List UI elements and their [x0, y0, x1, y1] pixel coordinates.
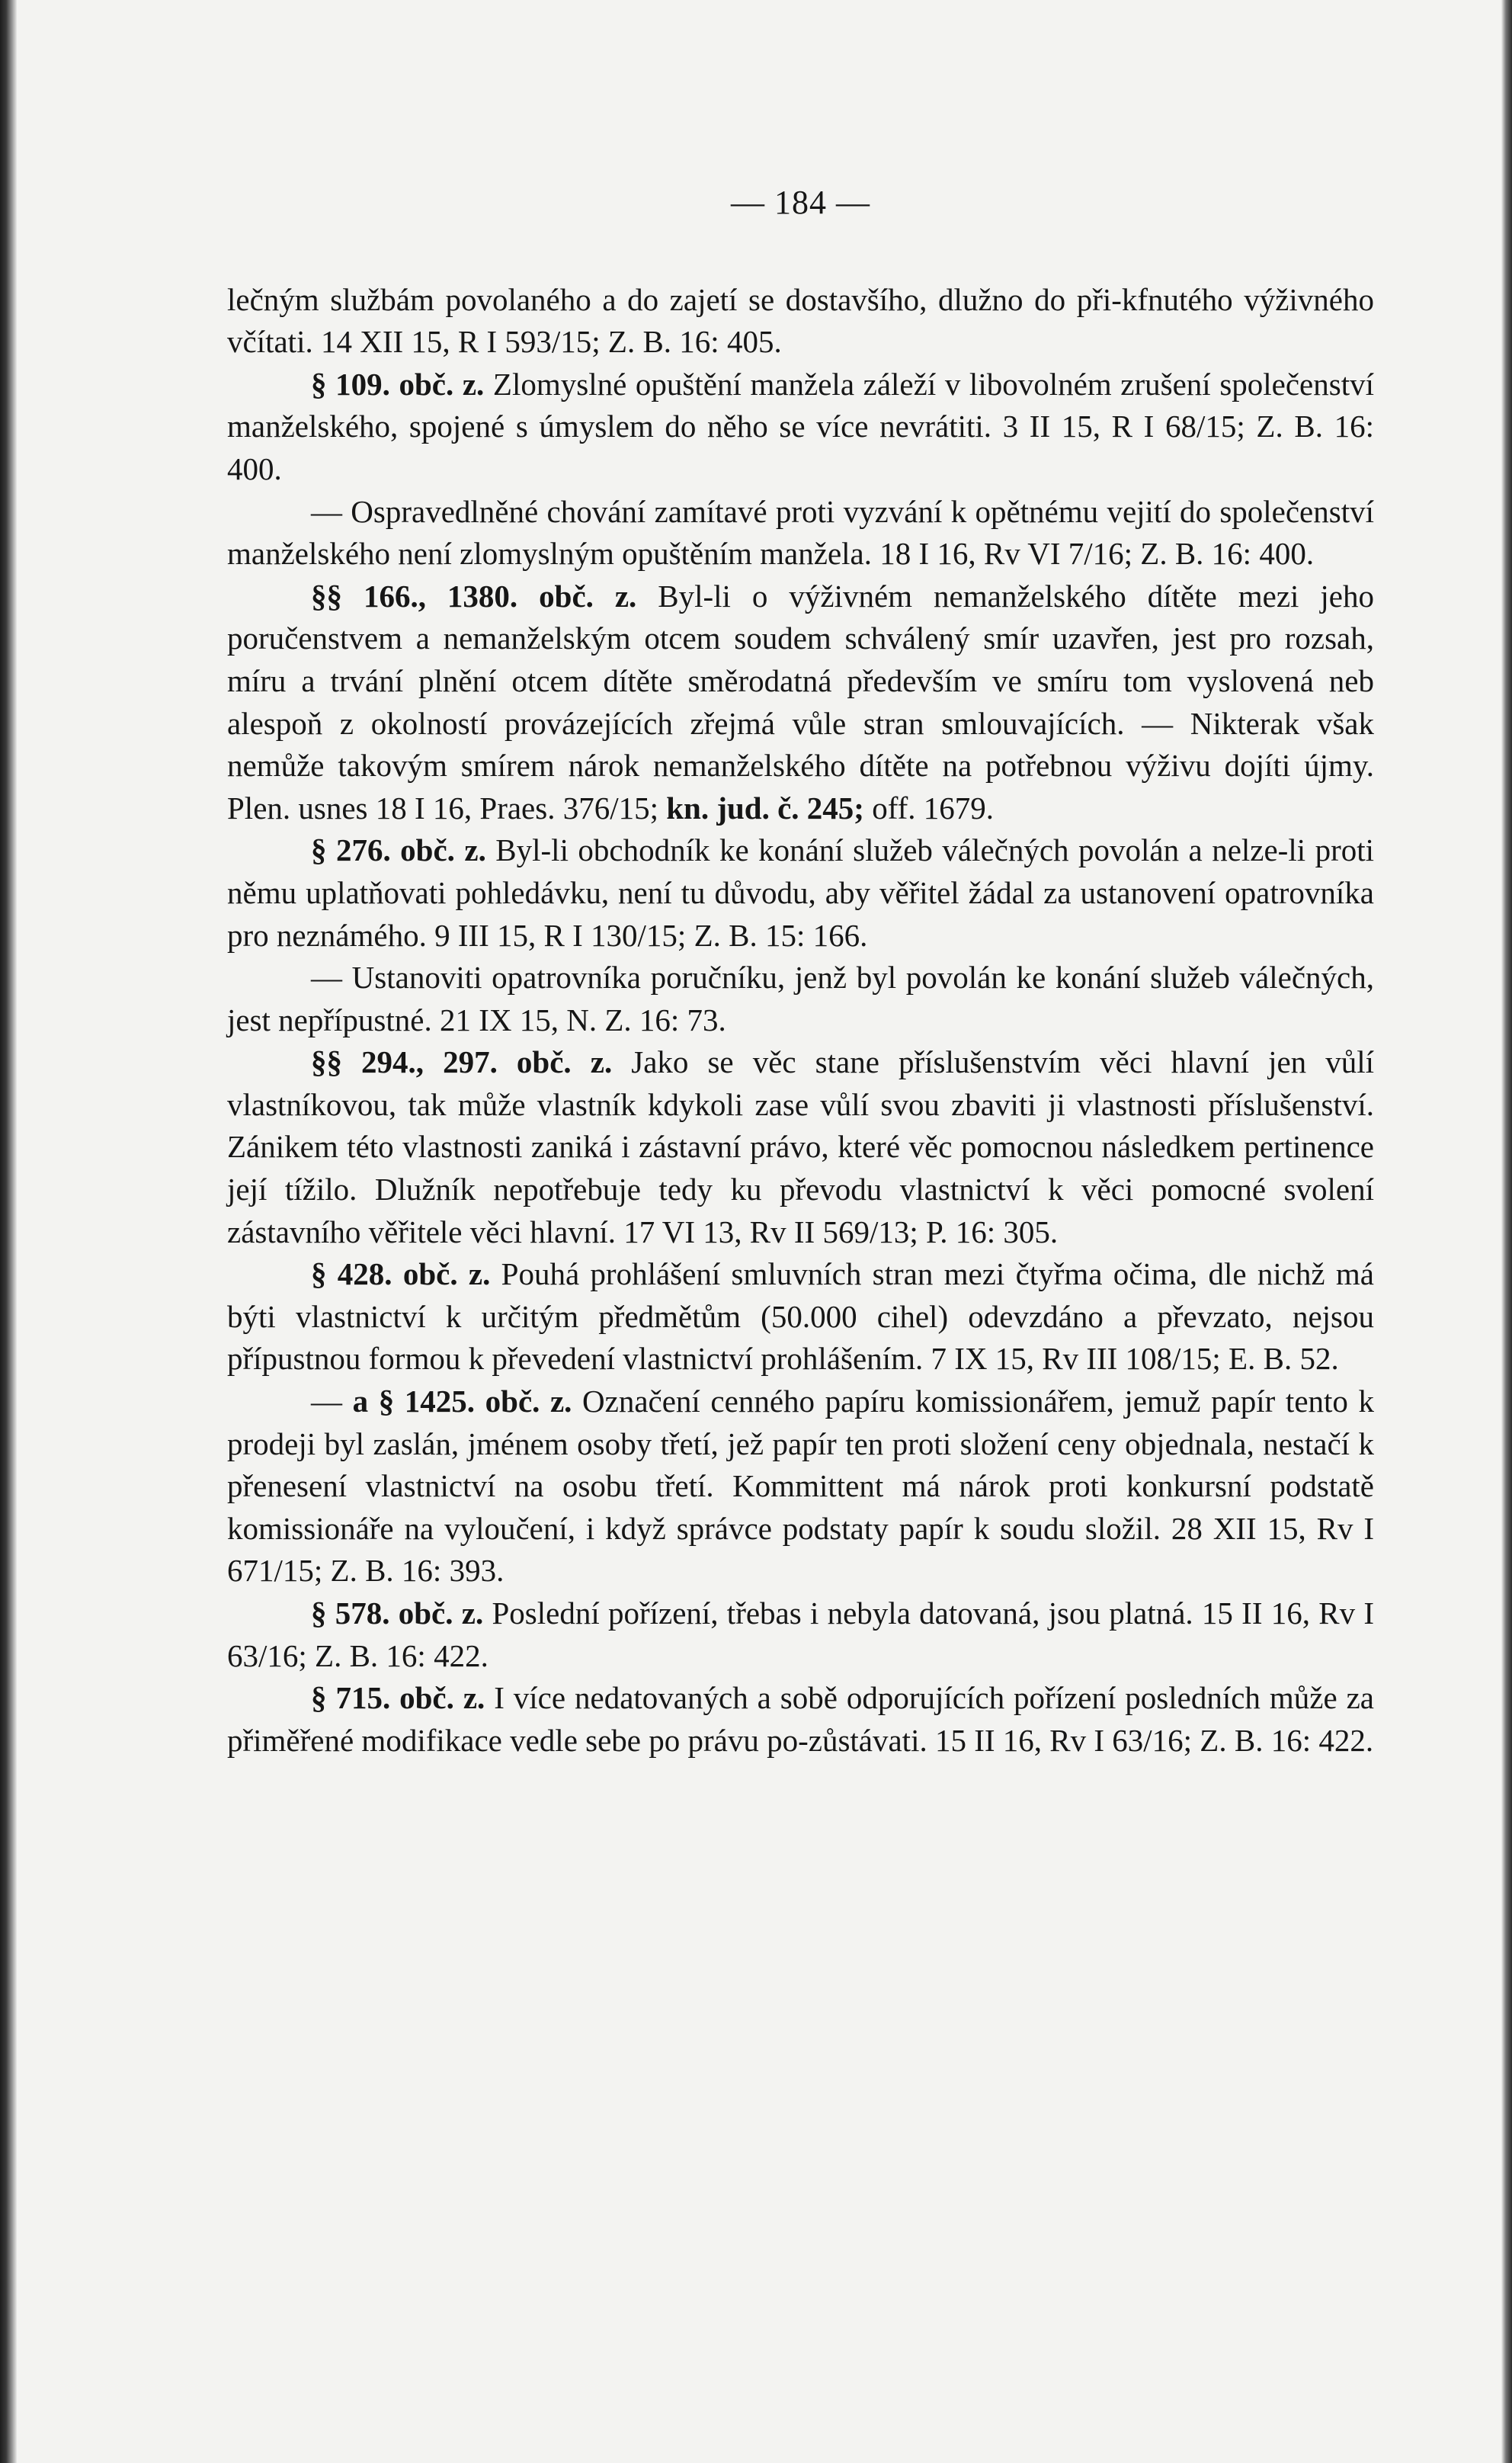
scan-edge-left — [0, 0, 17, 2463]
paragraph-text: Byl-li o výživném nemanželského dítěte mezi jeho poručenstvem a nemanželským otcem soudem schválený smír uzavřen, jest pro rozsah, míru a trvání plnění otcem dítěte směrodatná především ve smíru tom vyslovená neb alespoň z okolností provázejících zřejmá vůle stran smlouvajících. — Nikterak však nemůže takovým smírem nárok nemanželského dítěte na potřebnou výživu dojíti újmy. Plen. usnes 18 I 16, Praes. 376/15; — [227, 578, 1374, 826]
section-heading: § 715. obč. z. — [311, 1680, 485, 1716]
paragraph-text: Pouhá prohlášení smluvních stran mezi čtyřma očima, dle nichž má býti vlastnictví k určitým předmětům (50.000 cihel) odevzdáno a převzato, nejsou přípustnou formou k převedení vlastnictví prohlášením. 7 IX 15, Rv III 108/15; E. B. 52. — [227, 1256, 1375, 1377]
paragraph-text: lečným službám povolaného a do zajetí se dostavšího, dlužno do při-kfnutého výživného včítati. 14 XII 15, R I 593/15; Z. B. 16: 405. — [227, 281, 1374, 360]
paragraph-166-1380 — [227, 576, 1374, 830]
paragraph-text: Byl-li obchodník ke konání služeb válečných povolán a nelze-li proti němu uplatňovati pohledávku, není tu důvodu, aby věřitel žádal za ustanovení opatrovníka pro neznámého. 9 III 15, R I 130/15; Z. B. 15: 166. — [227, 832, 1374, 953]
paragraph-715 — [227, 1677, 1374, 1762]
page-number: — 184 — — [731, 184, 870, 221]
section-heading: § 276. obč. z. — [311, 832, 486, 868]
section-heading: a § 1425. obč. z. — [352, 1384, 572, 1419]
paragraph-text: — Ustanoviti opatrovníka poručníku, jenž byl povolán ke konání služeb válečných, jest nepřípustné. 21 IX 15, N. Z. 16: 73. — [227, 960, 1374, 1037]
paragraph-dash: — — [311, 1384, 353, 1419]
paragraph-578 — [227, 1592, 1374, 1677]
paragraph-428 — [227, 1253, 1374, 1381]
paragraph-428-1425 — [227, 1381, 1374, 1592]
paragraph-text: Zlomyslné opuštění manžela záleží v libovolném zrušení společenství manželského, spojené s úmyslem do něho se více nevrátiti. 3 II 15, R I 68/15; Z. B. 16: 400. — [227, 366, 1374, 486]
paragraph-text: I více nedatovaných a sobě odporujících pořízení posledních může za přiměřené modifikace vedle sebe po právu po-zůstávati. 15 II 16, Rv I 63/16; Z. B. 16: 422. — [227, 1680, 1374, 1758]
paragraph-text: — Ospravedlněné chování zamítavé proti vyzvání k opětnému vejití do společenství manželského není zlomyslným opuštěním manžela. 18 I 16, Rv VI 7/16; Z. B. 16: 400. — [227, 493, 1374, 572]
citation-bold: kn. jud. č. 245; — [666, 790, 864, 826]
scan-edge-right — [1501, 0, 1512, 2463]
paragraph-276 — [227, 829, 1374, 957]
section-heading: §§ 166., 1380. obč. z. — [311, 578, 637, 614]
paragraph-294-297 — [227, 1041, 1374, 1253]
section-heading: § 578. obč. z. — [311, 1595, 484, 1631]
paragraph-text: Poslední pořízení, třebas i nebyla datovaná, jsou platná. 15 II 16, Rv I 63/16; Z. B. 16: 422. — [227, 1595, 1374, 1673]
paragraph-276-note — [227, 957, 1374, 1041]
paragraph-text: Označení cenného papíru komissionářem, jemuž papír tento k prodeji byl zaslán, jménem osoby třetí, jež papír ten proti složení ceny objednala, nestačí k přenesení vlastnictví na osobu třetí. Kommittent má nárok proti konkursní podstatě komissionáře na vyloučení, i když správce podstaty papír k soudu složil. 28 XII 15, Rv I 671/15; Z. B. 16: 393. — [227, 1384, 1374, 1589]
paragraph-109 — [227, 364, 1374, 491]
paragraph-text: off. 1679. — [863, 790, 995, 826]
section-heading: § 109. obč. z. — [311, 366, 485, 402]
document-page — [227, 181, 1374, 1762]
paragraph-continuation — [227, 279, 1374, 364]
paragraph-109-note — [227, 491, 1374, 576]
section-heading: § 428. obč. z. — [311, 1256, 491, 1292]
paragraph-text: Jako se věc stane příslušenstvím věci hlavní jen vůlí vlastníkovou, tak může vlastník kdykoli zase vůlí svou zbaviti ji vlastnosti příslušenství. Zánikem této vlastnosti zaniká i zástavní právo, které věc pomocnou následkem pertinence její tížilo. Dlužník nepotřebuje tedy ku převodu vlastnictví k věci pomocné svolení zástavního věřitele věci hlavní. 17 VI 13, Rv II 569/13; P. 16: 305. — [227, 1044, 1374, 1249]
section-heading: §§ 294., 297. obč. z. — [311, 1044, 613, 1080]
